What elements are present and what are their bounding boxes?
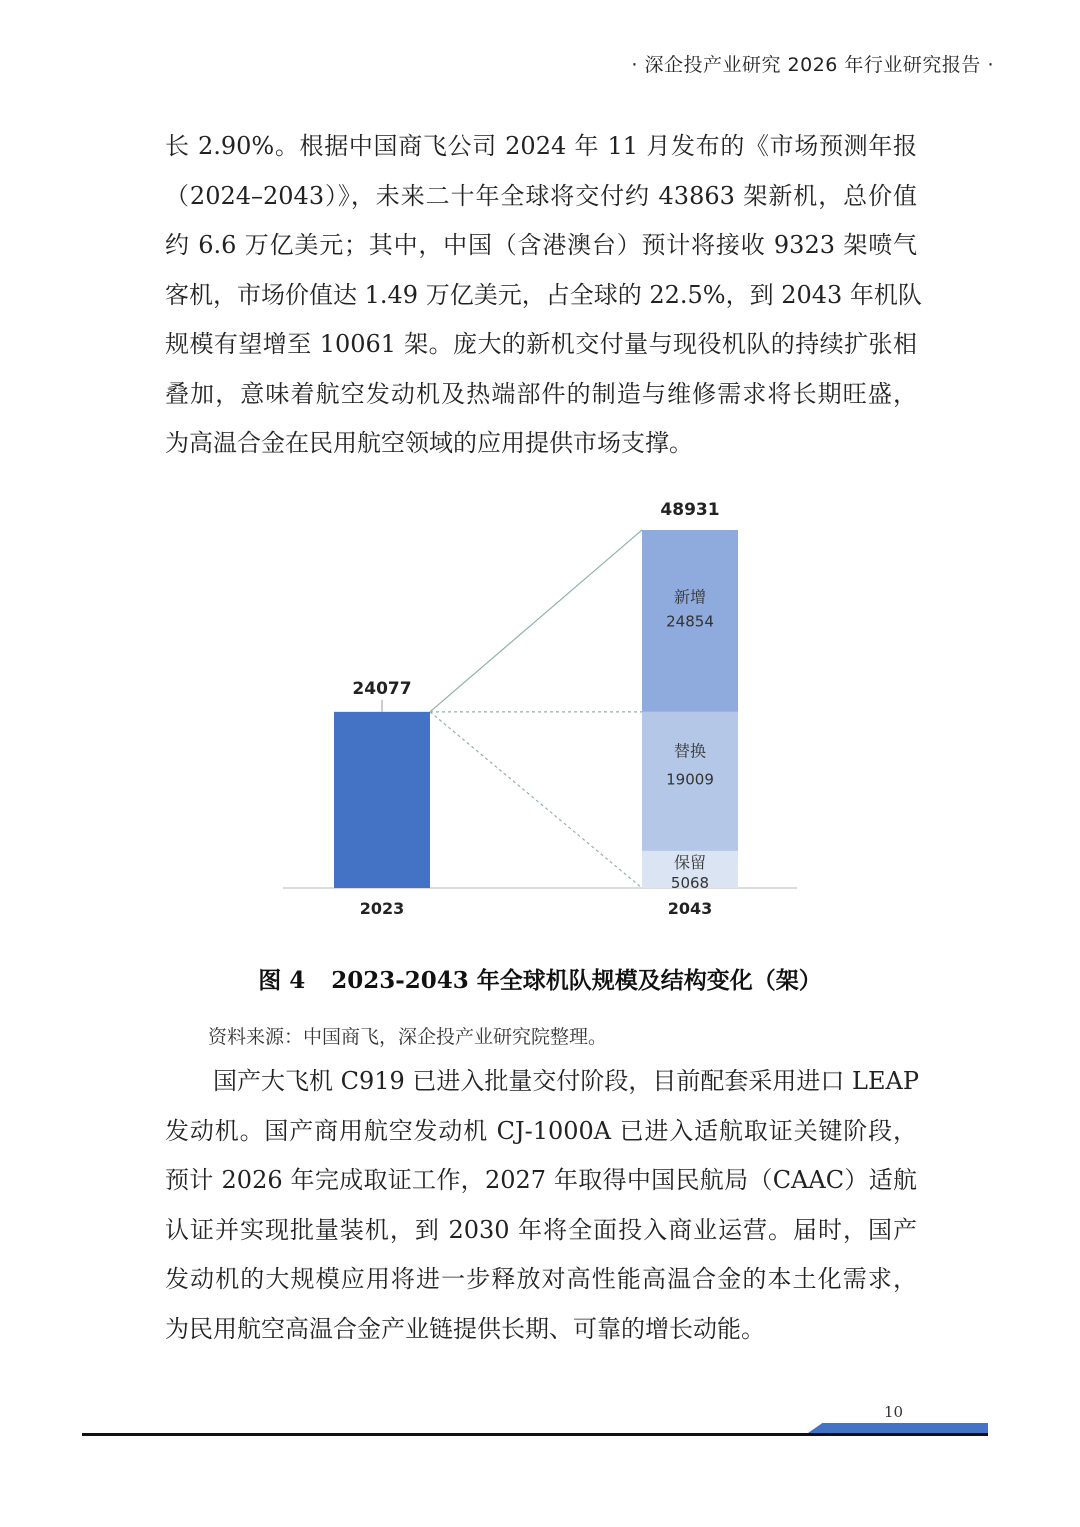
paragraph-line: 规模有望增至 10061 架。庞大的新机交付量与现役机队的持续扩张相 [165,330,917,358]
x-tick-label-2023: 2023 [359,899,405,918]
segment-replacement-name: 替换 [673,741,707,761]
x-tick-label-2043: 2043 [667,899,713,918]
figure-caption [0,962,1080,995]
paragraph-line: 客机，市场价值达 1.49 万亿美元，占全球的 22.5%，到 2043 年机队 [165,280,922,309]
page-number: 10 [884,1403,904,1421]
segment-retained-name: 保留 [673,852,707,872]
connector-to-total [430,530,642,712]
bar-2043-total-label: 48931 [660,500,720,520]
bar-2023 [334,712,430,888]
paragraph-line: 为高温合金在民用航空领域的应用提供市场支撑。 [165,429,693,457]
paragraph-line: （2024–2043）》，未来二十年全球将交付约 43863 架新机，总价值 [165,181,917,210]
paragraph-line: 发动机的大规模应用将进一步释放对高性能高温合金的本土化需求， [165,1265,917,1293]
paragraph-line: 叠加，意味着航空发动机及热端部件的制造与维修需求将长期旺盛， [165,379,917,408]
segment-new-name: 新增 [673,587,707,607]
segment-new-value: 24854 [666,612,714,631]
connector-to-base [430,712,642,888]
paragraph-line: 为民用航空高温合金产业链提供长期、可靠的增长动能。 [165,1314,765,1343]
segment-retained-value: 5068 [670,873,710,892]
figure-source: 资料来源：中国商飞，深企投产业研究院整理。 [208,1026,608,1048]
paragraph-line: 长 2.90%。根据中国商飞公司 2024 年 11 月发布的《市场预测年报 [165,132,917,160]
chart-connector-lines [430,530,642,888]
page-header-title: · 深企投产业研究 2026 年行业研究报告 · [631,54,994,76]
bar-2023-value-label: 24077 [352,678,412,699]
figure-caption-text: 2023-2043 年全球机队规模及结构变化（架） [331,967,822,994]
paragraph-line: 约 6.6 万亿美元；其中，中国（含港澳台）预计将接收 9323 架喷气 [165,231,917,259]
paragraph-line: 国产大飞机 C919 已进入批量交付阶段，目前配套采用进口 LEAP [165,1067,919,1095]
paragraph-line: 发动机。国产商用航空发动机 CJ-1000A 已进入适航取证关键阶段， [165,1116,917,1145]
figure-label: 图 4 [258,967,306,994]
segment-replacement-value: 19009 [666,770,714,789]
footer-accent-bar [808,1423,988,1433]
paragraph-line: 预计 2026 年完成取证工作，2027 年取得中国民航局（CAAC）适航 [165,1166,917,1194]
body-paragraph-2 [165,1057,917,1354]
footer-rule [82,1433,988,1436]
paragraph-line: 认证并实现批量装机，到 2030 年将全面投入商业运营。届时，国产 [165,1215,917,1244]
